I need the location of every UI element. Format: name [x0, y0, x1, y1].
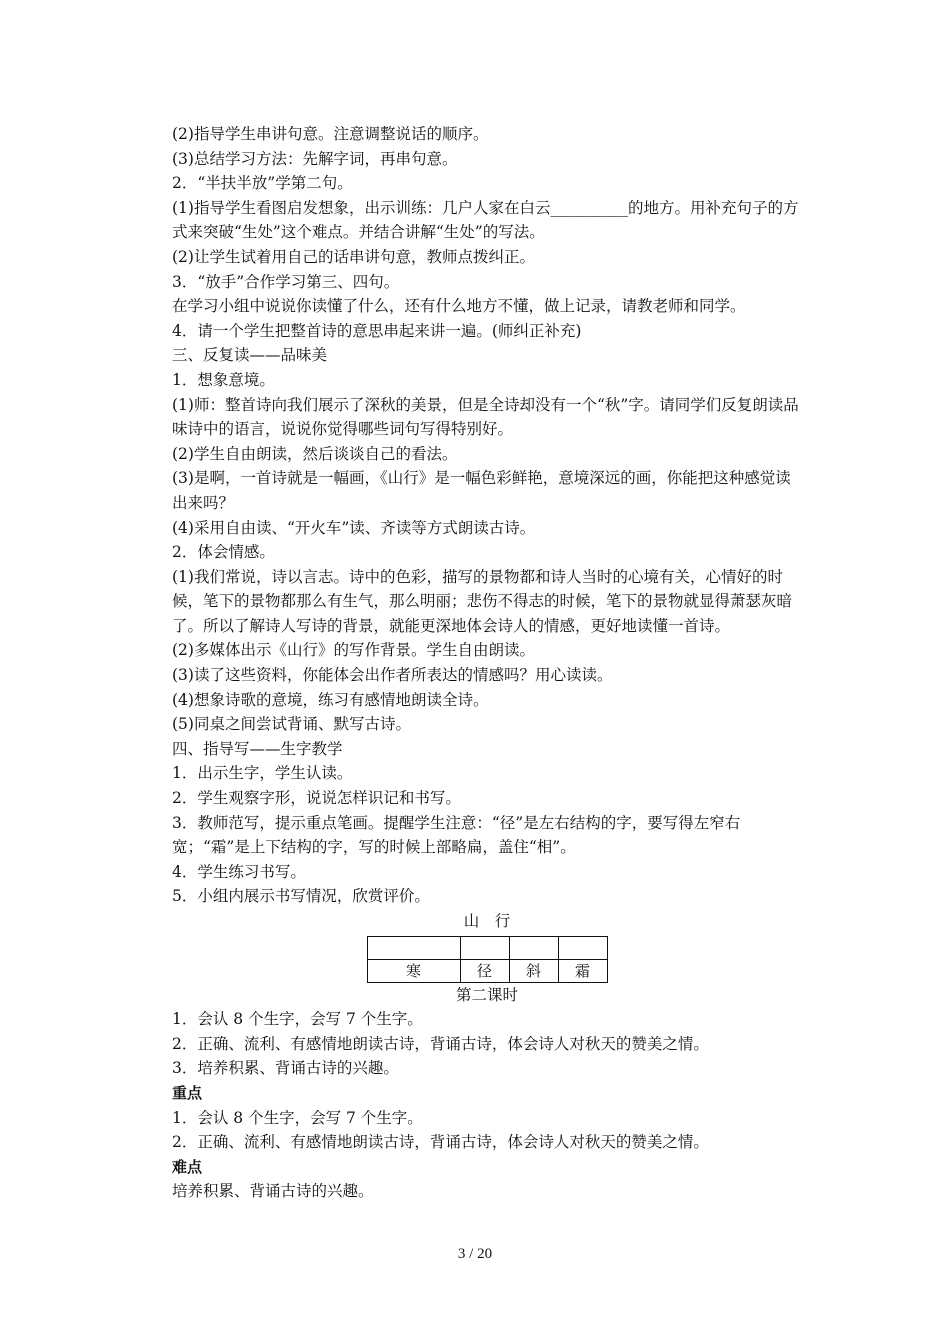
paragraph: (3)是啊，一首诗就是一幅画，《山行》是一幅色彩鲜艳，意境深远的画，你能把这种感觉读出来吗？ — [172, 469, 791, 512]
table-cell: 霜 — [558, 959, 607, 982]
paragraph: (1)指导学生看图启发想象，出示训练：几户人家在白云__________的地方。用补充句子的方式来突破“生处”这个难点。并结合讲解“生处”的写法。 — [172, 198, 799, 242]
key-point: 1．会认 8 个生字，会写 7 个生字。 — [172, 1108, 423, 1127]
paragraph: 5．小组内展示书写情况，欣赏评价。 — [172, 887, 430, 906]
paragraph: (3)总结学习方法：先解字词，再串句意。 — [172, 149, 458, 168]
table-cell: 径 — [460, 959, 509, 982]
paragraph: (1)我们常说，诗以言志。诗中的色彩，描写的景物都和诗人当时的心境有关，心情好的时候，笔下的景物都那么有生气，那么明丽；悲伤不得志的时候，笔下的景物就显得萧瑟灰暗了。所以了解诗人写诗的背景，就能更深地体会诗人的情感，更好地读懂一首诗。 — [172, 567, 793, 635]
paragraph: (3)读了这些资料，你能体会出作者所表达的情感吗？用心读读。 — [172, 666, 613, 685]
paragraph: 在学习小组中说说你读懂了什么，还有什么地方不懂，做上记录，请教老师和同学。 — [172, 297, 746, 316]
paragraph: 4．学生练习书写。 — [172, 862, 306, 881]
goal-item: 2．正确、流利、有感情地朗读古诗，背诵古诗，体会诗人对秋天的赞美之情。 — [172, 1034, 709, 1053]
difficulty-text: 培养积累、背诵古诗的兴趣。 — [172, 1182, 374, 1201]
goal-item: 1．会认 8 个生字，会写 7 个生字。 — [172, 1010, 423, 1029]
paragraph: (2)指导学生串讲句意。注意调整说话的顺序。 — [172, 125, 489, 143]
paragraph: 2．学生观察字形，说说怎样识记和书写。 — [172, 789, 461, 808]
paragraph: 1．想象意境。 — [172, 370, 275, 389]
table-cell — [367, 936, 460, 959]
paragraph: (5)同桌之间尝试背诵、默写古诗。 — [172, 715, 411, 734]
table-row — [367, 936, 607, 959]
table-cell — [509, 936, 558, 959]
section-heading: 三、反复读——品味美 — [172, 346, 328, 365]
table-title: 山 行 — [463, 912, 511, 930]
key-point: 2．正确、流利、有感情地朗读古诗，背诵古诗，体会诗人对秋天的赞美之情。 — [172, 1133, 709, 1152]
paragraph: 3．教师范写，提示重点笔画。提醒学生注意：“径”是左右结构的字，要写得左窄右宽；“霜”是上下结构的字，写的时候上部略扁，盖住“相”。 — [172, 813, 741, 857]
goal-item: 3．培养积累、背诵古诗的兴趣。 — [172, 1059, 399, 1078]
table-row — [367, 959, 607, 982]
paragraph: (2)让学生试着用自己的话串讲句意，教师点拨纠正。 — [172, 247, 535, 266]
table-cell — [558, 936, 607, 959]
section-title: 第二课时 — [455, 985, 518, 1004]
paragraph: (4)采用自由读、“开火车”读、齐读等方式朗读古诗。 — [172, 518, 536, 537]
paragraph: 2．“半扶半放”学第二句。 — [172, 174, 353, 193]
page-content — [172, 122, 802, 1204]
paragraph: (2)多媒体出示《山行》的写作背景。学生自由朗读。 — [172, 641, 535, 660]
paragraph: (2)学生自由朗读，然后谈谈自己的看法。 — [172, 444, 458, 463]
table-cell — [460, 936, 509, 959]
character-table — [367, 936, 608, 983]
paragraph: 3．“放手”合作学习第三、四句。 — [172, 272, 400, 291]
page-number: 3 / 20 — [457, 1246, 493, 1262]
paragraph: (4)想象诗歌的意境，练习有感情地朗读全诗。 — [172, 690, 489, 709]
table-cell: 斜 — [509, 959, 558, 982]
paragraph: 1．出示生字，学生认读。 — [172, 764, 353, 783]
paragraph: 4．请一个学生把整首诗的意思串起来讲一遍。(师纠正补充) — [172, 321, 582, 340]
section-heading: 四、指导写——生字教学 — [172, 739, 343, 758]
key-heading: 重点 — [172, 1083, 203, 1102]
difficulty-heading: 难点 — [172, 1157, 203, 1176]
table-cell: 寒 — [367, 959, 460, 982]
paragraph: (1)师：整首诗向我们展示了深秋的美景，但是全诗却没有一个“秋”字。请同学们反复朗读品味诗中的语言，说说你觉得哪些词句写得特别好。 — [172, 395, 799, 439]
paragraph: 2．体会情感。 — [172, 543, 275, 562]
